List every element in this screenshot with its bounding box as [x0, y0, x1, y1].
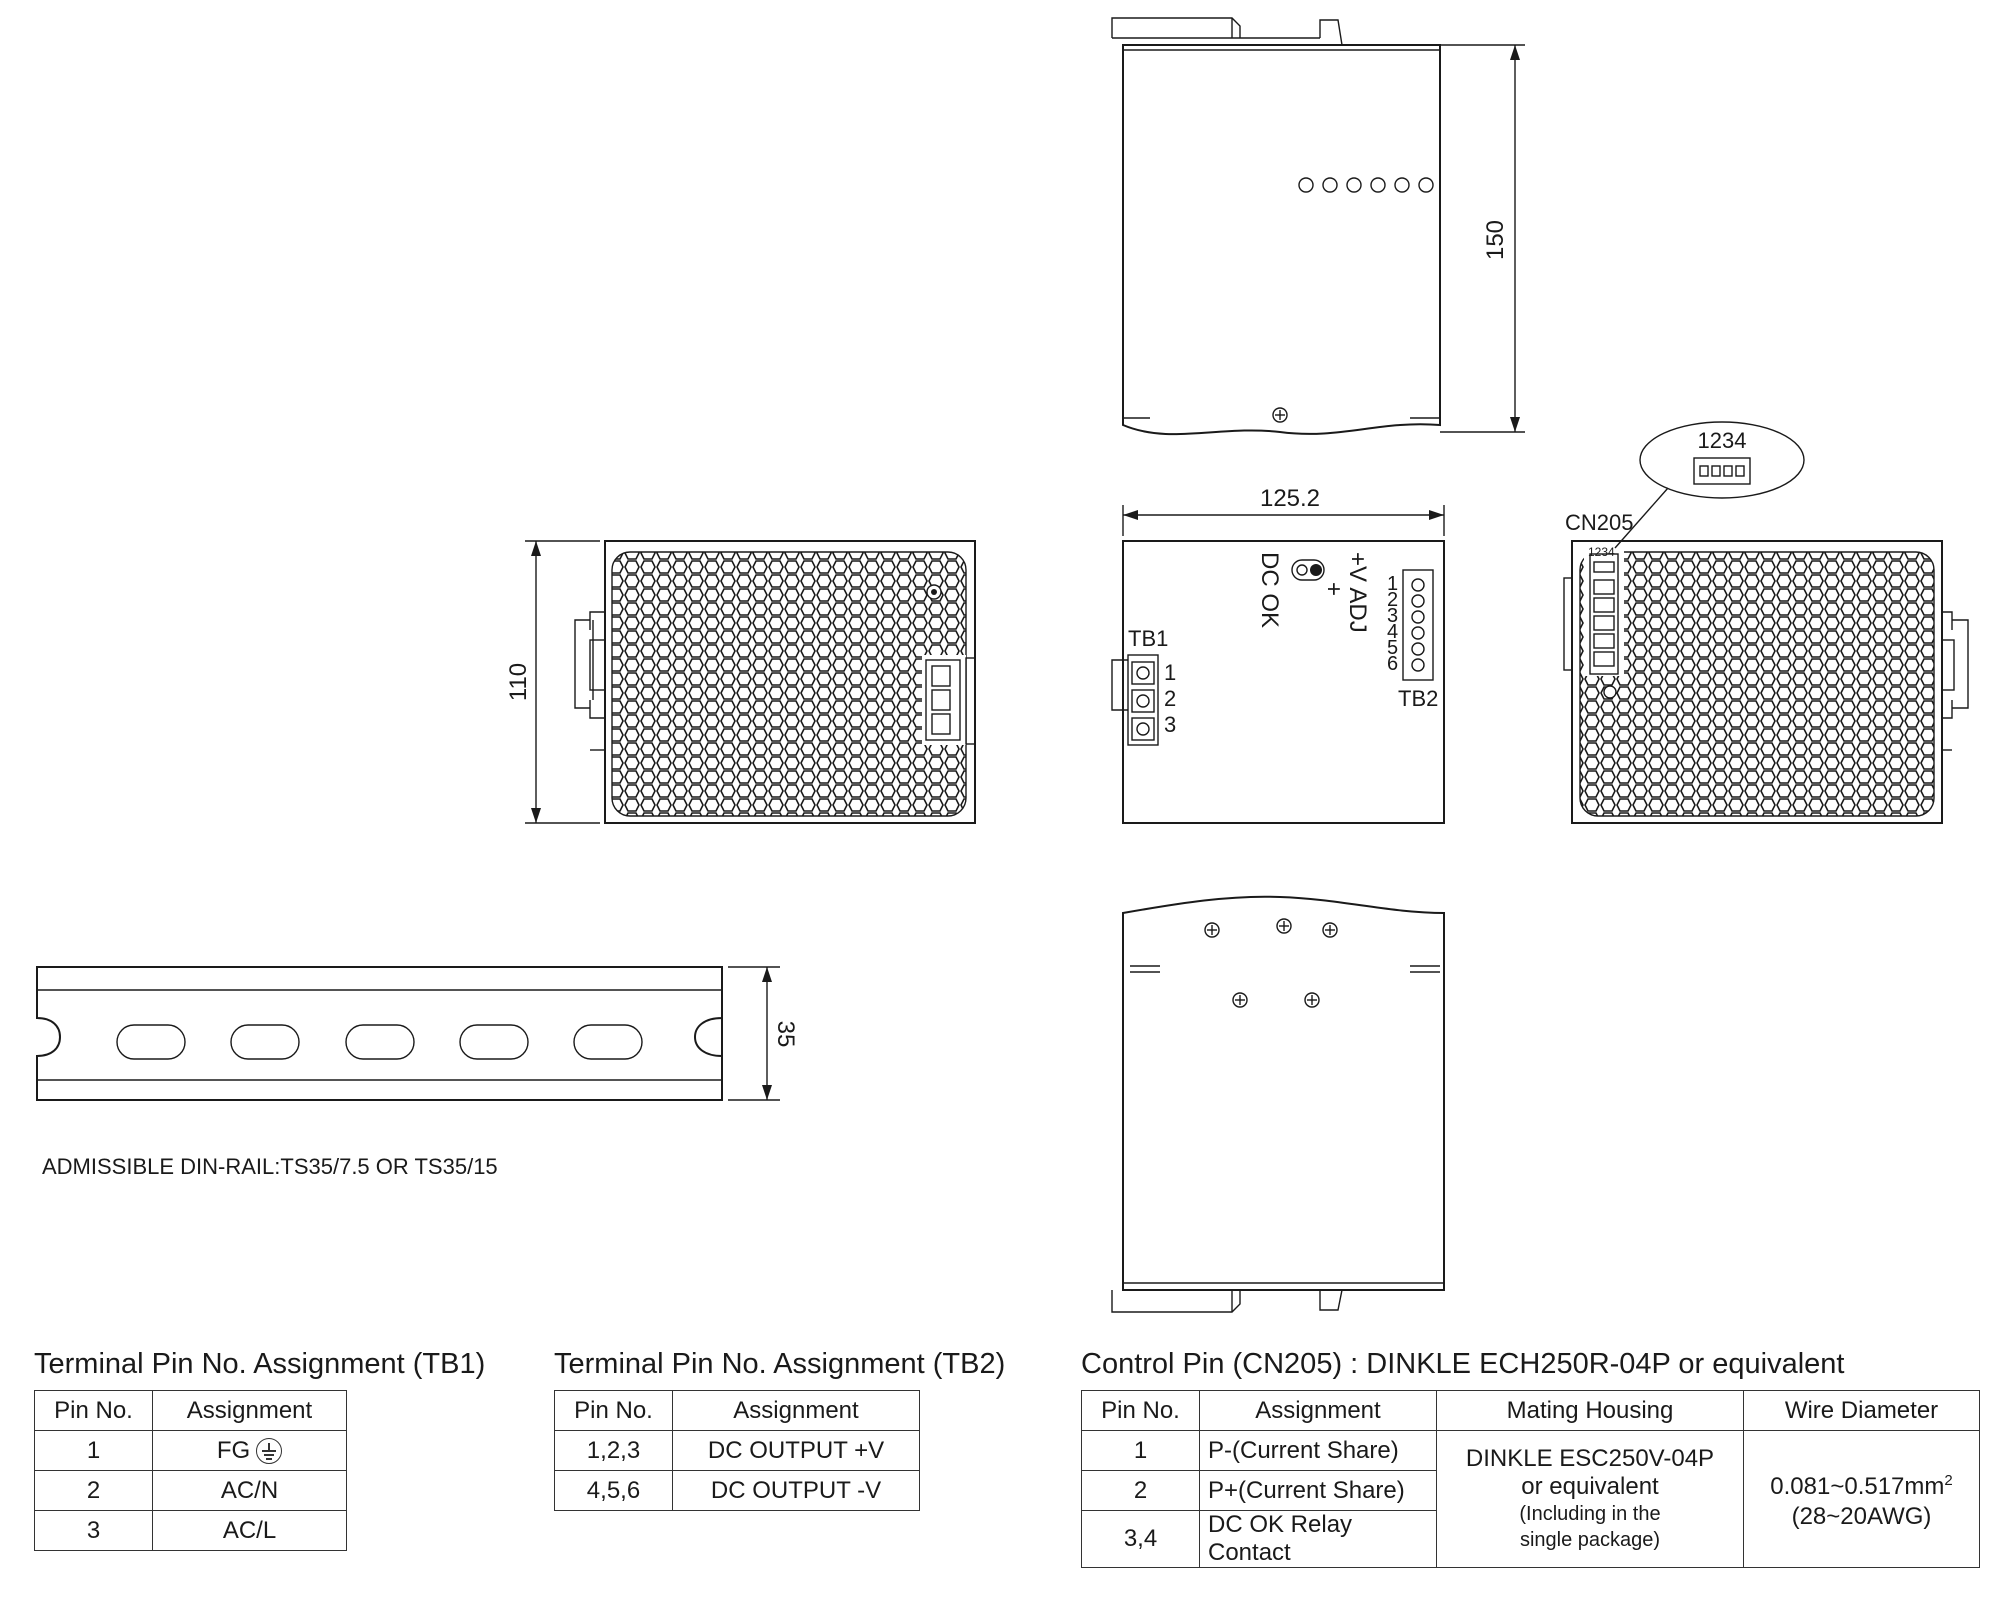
screw-icon [1305, 993, 1319, 1007]
pin-cell: 3,4 [1082, 1511, 1200, 1568]
pin-cell: 1,2,3 [555, 1431, 673, 1471]
screw-icon [1233, 993, 1247, 1007]
table-row [35, 1511, 347, 1551]
tb2-table [554, 1390, 920, 1511]
mating-line-1: DINKLE ESC250V-04P [1465, 1445, 1715, 1472]
header-mating-housing: Mating Housing [1437, 1391, 1744, 1431]
din-rail [37, 967, 799, 1100]
dimension-125-2 [1123, 485, 1444, 536]
dimension-35 [728, 967, 799, 1100]
wire-line-2: (28~20AWG) [1791, 1503, 1932, 1530]
pin-cell: 1 [1082, 1431, 1200, 1471]
mating-line-2: or equivalent [1521, 1473, 1659, 1500]
header-assignment: Assignment [153, 1391, 347, 1431]
table-header-row [35, 1391, 347, 1431]
dc-ok-label: DC OK [1256, 552, 1283, 629]
wire-diameter-cell [1744, 1431, 1980, 1568]
vadj-pot [1292, 560, 1324, 580]
screw-icon [1277, 919, 1291, 933]
tb2-pin-2: 2 [1387, 589, 1399, 611]
tb1-pin-3: 3 [1164, 712, 1177, 737]
header-pin-no: Pin No. [1082, 1391, 1200, 1431]
tb2-pin-5: 5 [1387, 637, 1399, 659]
table-row [555, 1471, 920, 1511]
assignment-cell: DC OUTPUT -V [673, 1471, 920, 1511]
header-assignment: Assignment [1200, 1391, 1437, 1431]
tb2-connector [1403, 570, 1433, 680]
left-side-view [505, 541, 975, 823]
pin-cell: 3 [35, 1511, 153, 1551]
tb1-table-title: Terminal Pin No. Assignment (TB1) [34, 1348, 486, 1380]
tb1-pin-2: 2 [1164, 686, 1177, 711]
cn205-zoom-callout [1615, 422, 1804, 548]
tb1-connector [1112, 655, 1158, 745]
assignment-cell: DC OK Relay Contact [1200, 1511, 1437, 1568]
mating-line-4: single package) [1519, 1529, 1661, 1551]
pin-cell: 4,5,6 [555, 1471, 673, 1511]
tb2-table-title: Terminal Pin No. Assignment (TB2) [554, 1348, 1006, 1380]
pin-cell: 1 [35, 1431, 153, 1471]
ground-icon [256, 1438, 282, 1464]
front-view [1112, 485, 1444, 823]
pin-cell: 2 [1082, 1471, 1200, 1511]
wire-superscript: 2 [1944, 1472, 1953, 1489]
vadj-plus-label: + [1320, 582, 1347, 597]
assignment-cell: P+(Current Share) [1200, 1471, 1437, 1511]
tb2-label: TB2 [1398, 686, 1439, 711]
cn205-table [1081, 1390, 1980, 1568]
dim-150-label: 150 [1482, 219, 1509, 261]
screw-icon [1205, 923, 1219, 937]
table-row [35, 1431, 347, 1471]
table-row [555, 1431, 920, 1471]
assignment-cell: P-(Current Share) [1200, 1431, 1437, 1471]
header-pin-no: Pin No. [35, 1391, 153, 1431]
mating-line-3: (Including in the [1519, 1503, 1661, 1525]
table-row [35, 1471, 347, 1511]
dimension-110 [505, 541, 600, 823]
tb2-pin-3: 3 [1387, 605, 1399, 627]
wire-value: 0.081~0.517mm [1770, 1473, 1945, 1500]
screw-icon [1273, 408, 1287, 422]
pin-cell: 2 [35, 1471, 153, 1511]
vadj-label: +V ADJ [1344, 552, 1371, 633]
assignment-cell: DC OUTPUT +V [673, 1431, 920, 1471]
top-view [1112, 18, 1525, 434]
bottom-view [1112, 897, 1444, 1312]
tb2-pin-4: 4 [1387, 621, 1399, 643]
screw-icon [1323, 923, 1337, 937]
assignment-cell [153, 1431, 347, 1471]
mating-housing-cell [1437, 1431, 1744, 1568]
dim-110-label: 110 [505, 662, 532, 702]
header-assignment: Assignment [673, 1391, 920, 1431]
wire-line-1 [1744, 1466, 1979, 1502]
dimension-150 [1430, 45, 1525, 432]
rail-note: ADMISSIBLE DIN-RAIL:TS35/7.5 OR TS35/15 [42, 1154, 498, 1179]
cn205-table-title: Control Pin (CN205) : DINKLE ECH250R-04P or equivalent [1081, 1348, 1845, 1380]
cn205-zoom-pins: 1234 [1697, 428, 1747, 453]
tb1-pin-1: 1 [1164, 660, 1177, 685]
cn205-small-pins: 1234 [1588, 545, 1615, 559]
right-side-view [1564, 422, 1968, 823]
header-wire-diameter: Wire Diameter [1744, 1391, 1980, 1431]
table-row [1082, 1431, 1980, 1471]
tb1-table [34, 1390, 347, 1551]
assignment-cell: AC/N [153, 1471, 347, 1511]
dim-125-2-label: 125.2 [1259, 485, 1321, 512]
assignment-text: FG [216, 1436, 251, 1464]
led-indicators [1299, 178, 1433, 192]
tb1-label: TB1 [1128, 626, 1169, 651]
assignment-cell: AC/L [153, 1511, 347, 1551]
tb2-pin-1: 1 [1387, 573, 1399, 595]
table-header-row [555, 1391, 920, 1431]
tb2-pin-6: 6 [1387, 653, 1399, 675]
dim-35-label: 35 [772, 1020, 799, 1048]
header-pin-no: Pin No. [555, 1391, 673, 1431]
table-header-row [1082, 1391, 1980, 1431]
cn205-label: CN205 [1565, 510, 1634, 535]
